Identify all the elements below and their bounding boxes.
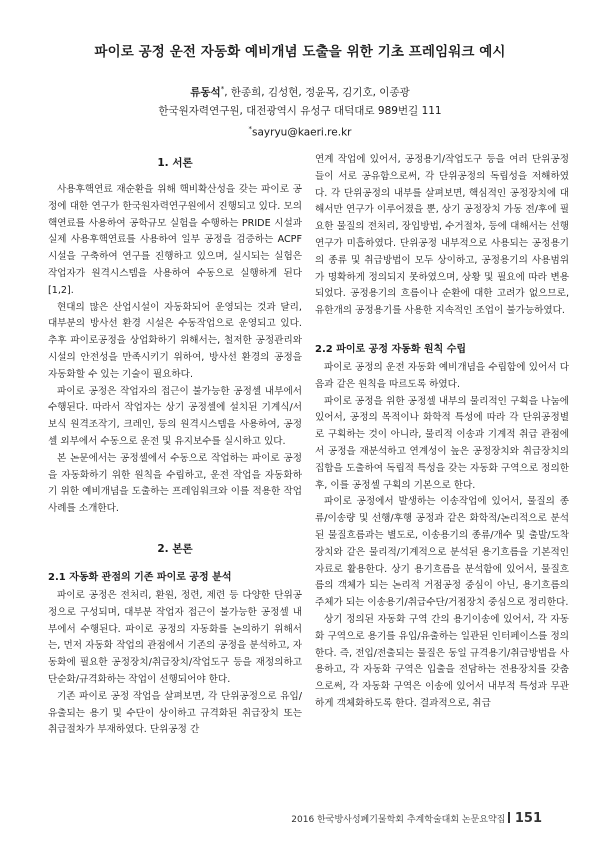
paragraph: 기존 파이로 공정 작업을 살펴보면, 각 단위공정으로 유입/유출되는 용기 및 수단이 상이하고 규격화된 취급장치 또는 취급절차가 부재하였다. 단위공정 간 — [48, 690, 302, 736]
paper-title: 파이로 공정 운전 자동화 예비개념 도출을 위한 기초 프레임워크 예시 — [94, 44, 506, 60]
paragraph: 사용후핵연료 재순환을 위해 핵비확산성을 갖는 파이로 공정에 대한 연구가 한국원자력연구원에서 진행되고 있다. 모의핵연료를 사용하여 공학규모 실험을 수행하는 PRIDE 시설과 실제 사용후핵연료를 사용하여 일부 공정을 검증하는 ACPF 시설을 구축하여 연구를 진행하고 있으며, 실시되는 실험은 작업자가 원격시스템을 사용하여 수동으로 실행하게 된다 [1,2]. — [48, 184, 302, 296]
paragraph: 파이로 공정에서 발생하는 이송작업에 있어서, 물질의 종류/이송량 및 선행/후행 공정과 같은 화학적/논리적으로 분석된 물질흐름과는 별도로, 이송용기의 종류/개수 및 출발/도착 장치와 같은 물리적/기계적으로 분석된 용기흐름을 기본적인 자료로 활용한다. 상기 용기흐름을 분석함에 있어서, 물질흐름의 객체가 되는 논리적 거점공정 중심이 아닌, 용기흐름의 주체가 되는 이송용기/취급수단/거점장치 중심으로 정리한다. — [315, 496, 569, 609]
paragraph: 현대의 많은 산업시설이 자동화되어 운영되는 것과 달리, 대부분의 방사선 환경 시설은 수동작업으로 운영되고 있다. 추후 파이로공정을 상업화하기 위해서는, 철저한 공정관리와 시설의 안전성을 만족시키기 위하여, 방사선 환경의 공정을 자동화할 수 있는 기술이 필요하다. — [48, 301, 302, 380]
co-authors: , 한종희, 김성현, 정윤목, 김기호, 이종광 — [224, 86, 410, 99]
email-mark: * — [248, 124, 253, 133]
paragraph: 파이로 공정의 운전 자동화 예비개념을 수립함에 있어서 다음과 같은 원칙을 따르도록 하였다. — [315, 361, 569, 390]
footer-divider — [508, 812, 510, 823]
paragraph: 연계 작업에 있어서, 공정용기/작업도구 등을 여러 단위공정들이 서로 공유함으로써, 각 단위공정의 독립성을 저해하였다. 각 단위공정의 내부를 살펴보면, 핵심적인 공정장치에 대해서만 연구가 이루어졌을 뿐, 상기 공정장치 가동 전/후에 필요한 물질의 전처리, 장입방법, 수거절차, 등에 대해서는 선행연구가 미흡하였다. 단위공정 내부적으로 사용되는 공정용기의 종류 및 취급방법이 모두 상이하고, 공정용기의 사용범위가 명확하게 정의되지 못하였으며, 상황 및 필요에 따라 변용되었다. 공정용기의 흐름이나 순환에 대한 고려가 없으므로, 유한개의 공정용기를 사용한 지속적인 조업이 불가능하였다. — [315, 154, 569, 317]
subsection-heading: 2.1 자동화 관점의 기존 파이로 공정 분석 — [48, 571, 232, 583]
paragraph: 파이로 공정을 위한 공정셀 내부의 물리적인 구획을 나눔에 있어서, 공정의 목적이나 화학적 특성에 따라 각 단위공정별로 구획하는 것이 아니라, 물리적 이송과 기계적 취급 관점에서 공정을 재분석하고 연계성이 높은 공정장치와 취급장치의 집합을 도출하여 독립적 특성을 갖는 자동화 구역으로 정의한 후, 이를 공정셀 구획의 기본으로 한다. — [315, 395, 569, 491]
paragraph: 파이로 공정은 전처리, 환원, 정련, 제련 등 다양한 단위공정으로 구성되며, 대부분 작업자 접근이 불가능한 공정셀 내부에서 수행된다. 파이로 공정의 자동화를 논의하기 위해서는, 먼저 자동화 작업의 관점에서 기존의 공정을 분석하고, 자동화에 필요한 공정장치/취급장치/작업도구 등을 재정의하고 단순화/규격화하는 작업이 선행되어야 한다. — [48, 589, 302, 685]
left-column — [48, 152, 302, 739]
corresponding-mark: * — [220, 85, 225, 93]
author-block — [0, 80, 600, 141]
lead-author: 류동석 — [190, 86, 221, 99]
section-heading-introduction: 1. 서론 — [157, 157, 193, 169]
subsection-heading: 2.2 파이로 공정 자동화 원칙 수립 — [315, 343, 467, 355]
right-column — [315, 152, 569, 713]
page-footer — [291, 811, 542, 826]
email: sayryu@kaeri.re.kr — [252, 126, 352, 138]
paragraph: 상기 정의된 자동화 구역 간의 용기이송에 있어서, 각 자동화 구역으로 용기를 유입/유출하는 일관된 인터페이스를 정의한다. 즉, 전입/전출되는 물질은 동일 규격용기/취급방법을 사용하고, 각 자동화 구역은 입출을 전담하는 전용장치를 갖춤으로써, 각 자동화 구역은 이송에 있어서 내부적 특성과 무관하게 객체화하도록 한다. 결과적으로, 취급 — [315, 613, 569, 709]
page-number: 151 — [514, 811, 542, 826]
paragraph: 파이로 공정은 작업자의 접근이 불가능한 공정셀 내부에서 수행된다. 따라서 작업자는 상기 공정셀에 설치된 기계식/서보식 원격조작기, 크레인, 등의 원격시스템을 사용하여, 공정셀 외부에서 수동으로 운전 및 유지보수를 실시하고 있다. — [48, 385, 302, 447]
paragraph: 본 논문에서는 공정셀에서 수동으로 작업하는 파이로 공정을 자동화하기 위한 원칙을 수립하고, 운전 작업을 자동화하기 위한 예비개념을 도출하는 프레임워크와 이를 적용한 작업사례를 소개한다. — [48, 452, 302, 515]
proceedings-name: 2016 한국방사성폐기물학회 추계학술대회 논문요약집 — [291, 815, 506, 825]
affiliation: 한국원자력연구원, 대전광역시 유성구 대덕대로 989번길 111 — [158, 104, 442, 117]
email-line — [0, 120, 600, 142]
author-list — [0, 80, 600, 102]
section-heading-body: 2. 본론 — [157, 542, 193, 555]
